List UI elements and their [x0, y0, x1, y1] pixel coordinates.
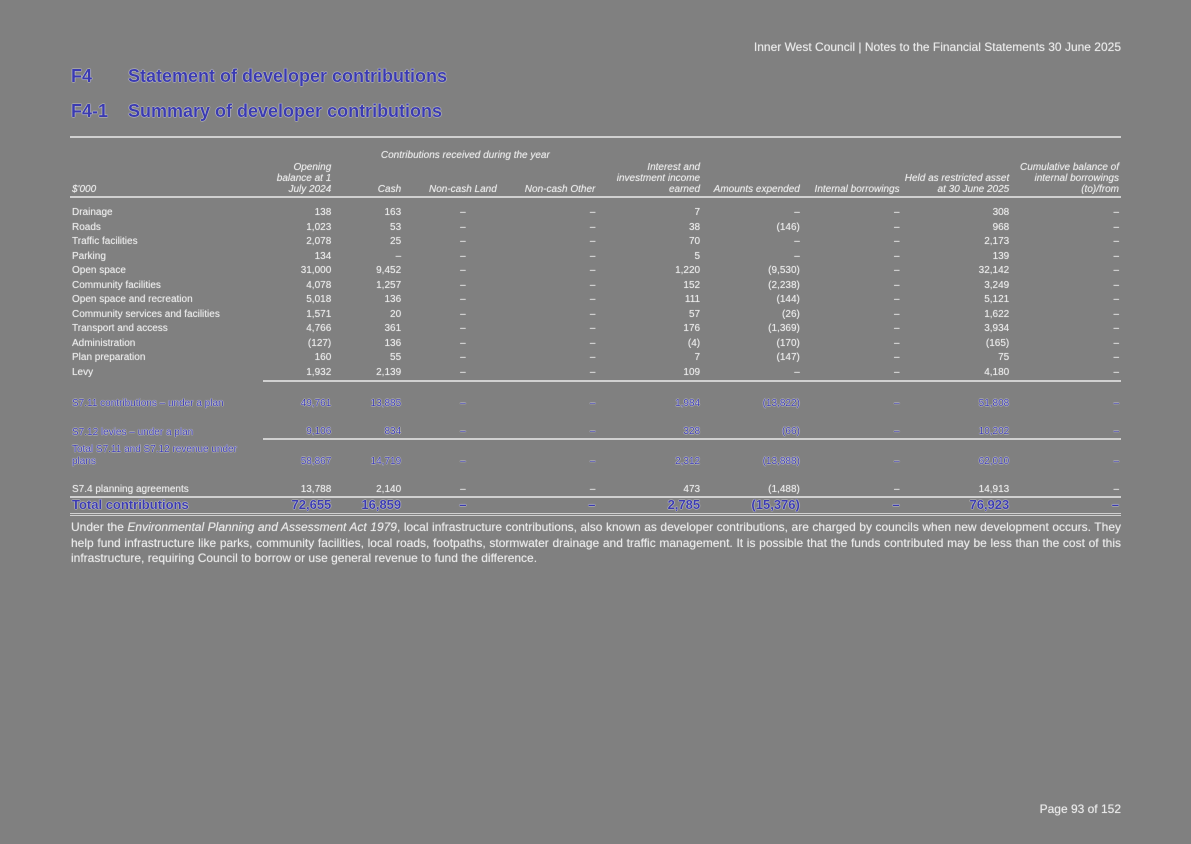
cell-borrowings: – [802, 439, 902, 468]
cell-land: – [403, 439, 523, 468]
cell-held: 5,121 [984, 294, 1010, 305]
subsection-title: Summary of developer contributions [128, 101, 443, 121]
cell-other: – [589, 236, 596, 247]
cell-cumulative: – [1113, 265, 1119, 276]
row-label: Transport and access [72, 323, 168, 334]
header-borrowings: Internal borrowings [802, 162, 902, 197]
cell-cumulative: – [1113, 426, 1119, 437]
cell-expended: (9,530) [768, 265, 800, 276]
cell-held: 10,202 [978, 426, 1010, 437]
cell-expended: (170) [776, 337, 800, 349]
cell-land: – [460, 426, 466, 437]
cell-opening: 2,078 [306, 236, 332, 247]
cell-land: – [460, 308, 466, 320]
cell-held: 75 [998, 352, 1010, 363]
cell-cash: 20 [390, 308, 402, 320]
table-row [70, 322, 1121, 337]
row-label: Open space [72, 265, 126, 276]
row-label: Administration [72, 337, 136, 349]
cell-other: – [589, 337, 596, 349]
cell-land: – [460, 337, 466, 349]
cell-other: – [589, 265, 596, 276]
table-row [70, 264, 1121, 279]
header-interest: Interest and investment income earned [597, 162, 702, 197]
cell-expended: (147) [776, 352, 800, 363]
cell-held: 51,808 [902, 381, 1012, 410]
cell-cumulative: – [1113, 279, 1119, 291]
cell-other: – [589, 308, 596, 320]
table-row [70, 366, 1121, 382]
subsection-number: F4-1 [71, 101, 109, 121]
cell-other: – [589, 294, 596, 305]
table-row [70, 468, 1121, 497]
cell-cash: 25 [390, 236, 402, 247]
page-header: Inner West Council | Notes to the Financial Statements 30 June 2025 [753, 40, 1121, 54]
cell-land: – [460, 323, 466, 334]
cell-interest: 38 [688, 221, 701, 233]
cell-expended: – [794, 250, 800, 262]
act-name: Environmental Planning and Assessment Act 1979 [127, 520, 397, 534]
cell-cumulative: – [1113, 236, 1119, 247]
cell-borrowings: – [894, 221, 900, 233]
cell-interest: 152 [683, 279, 701, 291]
cell-interest: 1,220 [675, 265, 701, 276]
table-row [70, 410, 1121, 439]
header-cumulative: Cumulative balance of internal borrowings (to)/from [1011, 162, 1121, 197]
cell-held: 1,622 [984, 308, 1010, 320]
cell-expended: (144) [776, 294, 800, 305]
cell-expended: (1,488) [768, 484, 800, 495]
row-label: S7.12 levies – under a plan [72, 427, 194, 438]
header-cash: Cash [333, 162, 403, 197]
cell-expended: (66) [782, 426, 800, 437]
cell-cash: 16,859 [333, 497, 403, 514]
cell-borrowings: – [894, 366, 900, 378]
cell-other: – [589, 352, 596, 363]
cell-opening: 31,000 [300, 265, 332, 276]
row-label: Community services and facilities [72, 308, 220, 320]
table-row [70, 250, 1121, 265]
cell-cumulative: – [1011, 497, 1121, 514]
cell-borrowings: – [894, 484, 900, 495]
cell-interest: 1,984 [597, 381, 702, 410]
table-row [70, 337, 1121, 352]
cell-interest: 7 [694, 352, 701, 363]
cell-cumulative: – [1113, 484, 1119, 495]
cell-held: 14,913 [978, 484, 1010, 495]
cell-expended: (15,376) [702, 497, 802, 514]
cell-opening: 1,932 [306, 366, 332, 378]
cell-other: – [589, 221, 596, 233]
cell-opening: 1,571 [306, 308, 332, 320]
cell-expended: (13,822) [702, 381, 802, 410]
cell-opening: 49,761 [263, 381, 333, 410]
cell-cumulative: – [1113, 221, 1119, 233]
row-label: Plan preparation [72, 352, 146, 363]
cell-opening: 160 [314, 352, 332, 363]
section-title: Statement of developer contributions [128, 66, 448, 86]
cell-held: 2,173 [984, 236, 1010, 247]
header-held: Held as restricted asset at 30 June 2025 [902, 162, 1012, 197]
cell-cash: 834 [384, 426, 402, 437]
section-heading [71, 66, 447, 87]
cell-cash: 1,257 [376, 279, 402, 291]
cell-other: – [589, 323, 596, 334]
table-row [70, 497, 1121, 514]
cell-cumulative: – [1113, 207, 1119, 218]
cell-other: – [589, 207, 596, 218]
header-contributions-group: Contributions received during the year [380, 150, 550, 161]
cell-other: – [589, 250, 596, 262]
cell-cash: 361 [384, 323, 402, 334]
cell-land: – [460, 294, 466, 305]
cell-other: – [523, 439, 598, 468]
cell-opening: 138 [314, 207, 332, 218]
cell-held: 4,180 [984, 366, 1010, 378]
cell-opening: 4,078 [306, 279, 332, 291]
cell-opening: 134 [314, 250, 332, 262]
cell-land: – [460, 265, 466, 276]
cell-opening: 9,106 [306, 426, 332, 437]
cell-held: 62,010 [902, 439, 1012, 468]
cell-expended: (13,888) [702, 439, 802, 468]
cell-borrowings: – [894, 426, 900, 437]
cell-interest: 111 [684, 294, 701, 305]
cell-interest: 7 [694, 207, 701, 218]
cell-held: 32,142 [978, 265, 1010, 276]
cell-cash: 53 [390, 221, 402, 233]
row-label: Open space and recreation [72, 294, 193, 305]
cell-cumulative: – [1113, 294, 1119, 305]
cell-borrowings: – [894, 337, 900, 349]
cell-interest: (4) [687, 337, 701, 349]
cell-land: – [403, 497, 523, 514]
cell-interest: 176 [683, 323, 701, 334]
cell-cumulative: – [1011, 439, 1121, 468]
cell-other: – [523, 497, 598, 514]
cell-cash: 13,885 [333, 381, 403, 410]
cell-cash: – [395, 250, 402, 262]
paragraph-text-pre: Under the [71, 520, 128, 534]
cell-other: – [589, 279, 596, 291]
cell-expended: – [794, 207, 800, 218]
row-label: Total S7.11 and S7.12 revenue under plans [72, 444, 237, 467]
cell-borrowings: – [894, 323, 900, 334]
cell-cash: 136 [384, 337, 402, 349]
cell-opening: 5,018 [306, 294, 332, 305]
subsection-heading [71, 101, 442, 122]
cell-land: – [403, 381, 523, 410]
cell-cash: 14,719 [333, 439, 403, 468]
cell-borrowings: – [894, 265, 900, 276]
cell-borrowings: – [802, 497, 902, 514]
header-expended: Amounts expended [702, 162, 802, 197]
row-label: Parking [72, 250, 106, 262]
cell-expended: – [794, 366, 800, 378]
cell-interest: 2,785 [597, 497, 702, 514]
cell-other: – [523, 381, 598, 410]
page-number: Page 93 of 152 [1039, 802, 1121, 816]
cell-land: – [460, 484, 466, 495]
header-noncash-land: Non-cash Land [403, 162, 523, 197]
cell-interest: 70 [688, 236, 701, 247]
cell-cumulative: – [1113, 308, 1119, 320]
header-opening: Opening balance at 1 July 2024 [263, 162, 333, 197]
cell-opening: 4,766 [306, 323, 332, 334]
cell-land: – [460, 236, 466, 247]
cell-cash: 163 [384, 207, 402, 218]
row-label: Traffic facilities [72, 236, 138, 247]
cell-land: – [460, 207, 466, 218]
cell-borrowings: – [894, 308, 900, 320]
cell-opening: 13,788 [300, 484, 332, 495]
cell-cash: 136 [384, 294, 402, 305]
cell-borrowings: – [894, 250, 900, 262]
cell-cumulative: – [1113, 323, 1119, 334]
developer-contributions-table [70, 136, 1121, 516]
cell-land: – [460, 279, 466, 291]
table-row [70, 235, 1121, 250]
table-row [70, 381, 1121, 410]
cell-expended: (2,238) [768, 279, 800, 291]
cell-expended: (146) [776, 221, 800, 233]
cell-borrowings: – [894, 279, 900, 291]
cell-held: (165) [985, 337, 1010, 349]
table-row [70, 308, 1121, 323]
cell-held: 968 [992, 221, 1010, 233]
row-label: S7.4 planning agreements [72, 484, 189, 495]
cell-land: – [460, 352, 466, 363]
cell-held: 308 [992, 207, 1010, 218]
cell-cash: 2,139 [376, 366, 402, 378]
cell-interest: 5 [694, 250, 701, 262]
row-label: Roads [72, 221, 101, 233]
cell-interest: 473 [683, 484, 701, 495]
cell-land: – [460, 221, 466, 233]
row-label: Levy [72, 367, 94, 378]
cell-held: 3,934 [984, 323, 1010, 334]
cell-interest: 328 [683, 426, 701, 437]
cell-cash: 55 [390, 352, 402, 363]
table-row [70, 206, 1121, 221]
cell-other: – [589, 366, 596, 378]
row-label: Total contributions [70, 497, 263, 514]
row-label: Community facilities [72, 279, 161, 291]
cell-borrowings: – [894, 236, 900, 247]
table-row [70, 221, 1121, 236]
cell-cash: 9,452 [376, 265, 402, 276]
cell-borrowings: – [802, 381, 902, 410]
cell-opening: 58,867 [263, 439, 333, 468]
header-unit: $'000 [70, 162, 263, 197]
row-label: Drainage [72, 207, 113, 218]
cell-borrowings: – [894, 294, 900, 305]
cell-cumulative: – [1113, 366, 1119, 378]
cell-expended: (26) [782, 308, 800, 320]
cell-interest: 2,312 [597, 439, 702, 468]
paragraph-text-post: , local infrastructure contributions, also known as developer contributions, are charged by councils when new development occurs. They help fund infrastructure like parks, community facilities, local roads, footpaths, stormwater drainage and traffic management. It is possible that the funds contributed may be less than the cost of this infrastructure, requiring Council to borrow or use general revenue to fund the difference. [71, 520, 1121, 565]
header-noncash-other: Non-cash Other [523, 162, 598, 197]
cell-held: 76,923 [902, 497, 1012, 514]
row-label: S7.11 contributions – under a plan [72, 398, 224, 409]
table-row [70, 293, 1121, 308]
cell-opening: 1,023 [306, 221, 332, 233]
cell-cumulative: – [1113, 250, 1119, 262]
table-row [70, 439, 1121, 468]
cell-cash: 2,140 [376, 484, 402, 495]
cell-expended: – [794, 236, 800, 247]
cell-expended: (1,369) [768, 323, 800, 334]
cell-borrowings: – [894, 207, 900, 218]
explanatory-paragraph [71, 520, 1121, 567]
cell-opening: (127) [307, 337, 332, 349]
table-row [70, 351, 1121, 366]
cell-land: – [460, 250, 466, 262]
cell-held: 3,249 [984, 279, 1010, 291]
cell-land: – [460, 366, 466, 378]
cell-opening: 72,655 [263, 497, 333, 514]
cell-cumulative: – [1113, 337, 1119, 349]
cell-interest: 109 [683, 366, 701, 378]
section-number: F4 [71, 66, 93, 86]
cell-other: – [589, 426, 596, 437]
cell-cumulative: – [1113, 352, 1119, 363]
cell-borrowings: – [894, 352, 900, 363]
cell-held: 139 [992, 250, 1010, 262]
cell-interest: 57 [688, 308, 701, 320]
cell-cumulative: – [1011, 381, 1121, 410]
table-row [70, 279, 1121, 294]
cell-other: – [589, 484, 596, 495]
